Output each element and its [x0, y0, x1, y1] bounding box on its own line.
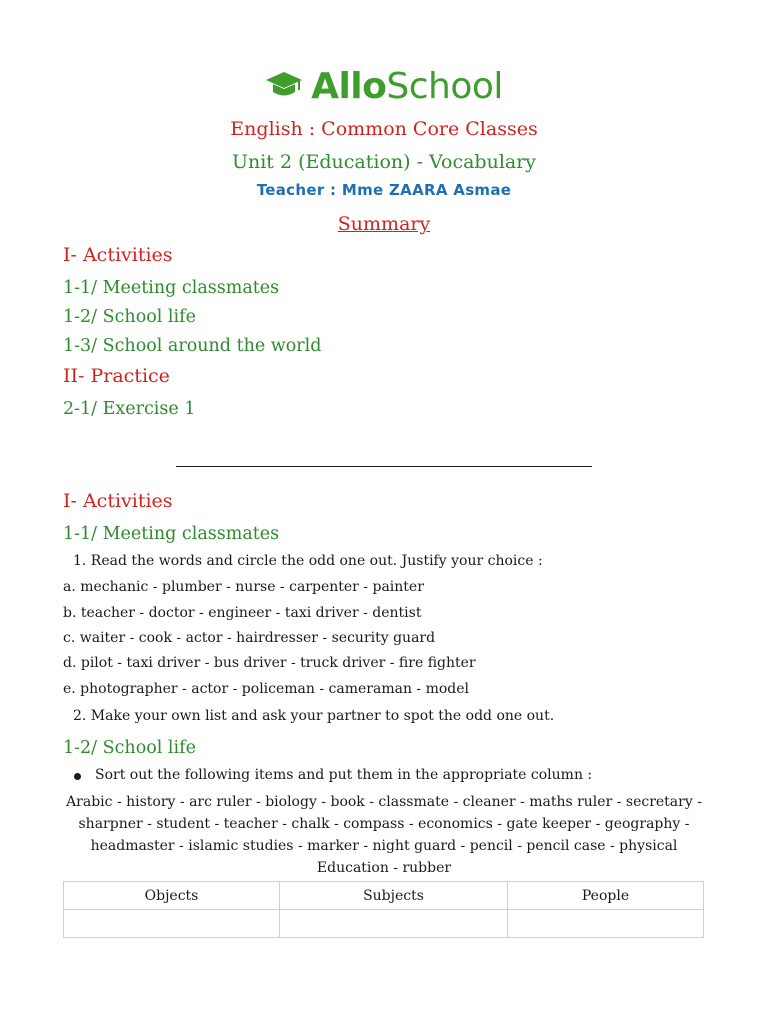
summary-item: 2-1/ Exercise 1	[63, 399, 196, 419]
word-line: Arabic - history - arc ruler - biology - book - classmate - cleaner - maths ruler - secretary -	[66, 794, 702, 810]
section-divider	[176, 466, 592, 467]
table-row	[64, 910, 704, 938]
subsection-heading: 1-2/ School life	[63, 738, 196, 758]
summary-section-activities: I- Activities	[63, 244, 173, 266]
summary-heading: Summary	[337, 213, 431, 235]
alloschool-logo	[0, 66, 768, 107]
word-line: sharpner - student - teacher - chalk - compass - economics - gate keeper - geography -	[78, 816, 690, 832]
table-cell	[508, 910, 704, 938]
logo-text: AlloSchool	[311, 66, 503, 107]
column-header-people: People	[508, 882, 704, 910]
table-cell	[64, 910, 280, 938]
list-item: b. teacher - doctor - engineer - taxi driver - dentist	[63, 605, 422, 621]
table-cell	[280, 910, 508, 938]
unit-title: Unit 2 (Education) - Vocabulary	[231, 151, 537, 173]
list-item: e. photographer - actor - policeman - cameraman - model	[63, 681, 470, 697]
word-line: headmaster - islamic studies - marker - night guard - pencil - pencil case - physical	[90, 838, 678, 854]
list-item: c. waiter - cook - actor - hairdresser - security guard	[63, 630, 436, 646]
question-1: 1. Read the words and circle the odd one out. Justify your choice :	[73, 553, 543, 569]
summary-item: 1-3/ School around the world	[63, 336, 322, 356]
instruction-text: Sort out the following items and put them in the appropriate column :	[95, 767, 593, 783]
table-header-row	[64, 882, 704, 910]
teacher-name: Teacher : Mme ZAARA Asmae	[256, 181, 512, 199]
list-item: d. pilot - taxi driver - bus driver - truck driver - fire fighter	[63, 655, 476, 671]
subsection-heading: 1-1/ Meeting classmates	[63, 524, 280, 544]
summary-section-practice: II- Practice	[63, 365, 170, 387]
graduation-cap-icon	[265, 70, 303, 104]
word-list	[62, 791, 706, 879]
column-header-objects: Objects	[64, 882, 280, 910]
column-header-subjects: Subjects	[280, 882, 508, 910]
summary-item: 1-1/ Meeting classmates	[63, 278, 280, 298]
course-title: English : Common Core Classes	[230, 118, 538, 140]
bullet-icon	[74, 773, 81, 780]
summary-item: 1-2/ School life	[63, 307, 196, 327]
section-heading-activities: I- Activities	[63, 490, 173, 512]
word-line: Education - rubber	[316, 860, 452, 876]
sorting-table	[63, 881, 704, 938]
list-item: a. mechanic - plumber - nurse - carpenter - painter	[63, 579, 424, 595]
question-2: 2. Make your own list and ask your partner to spot the odd one out.	[73, 708, 555, 724]
